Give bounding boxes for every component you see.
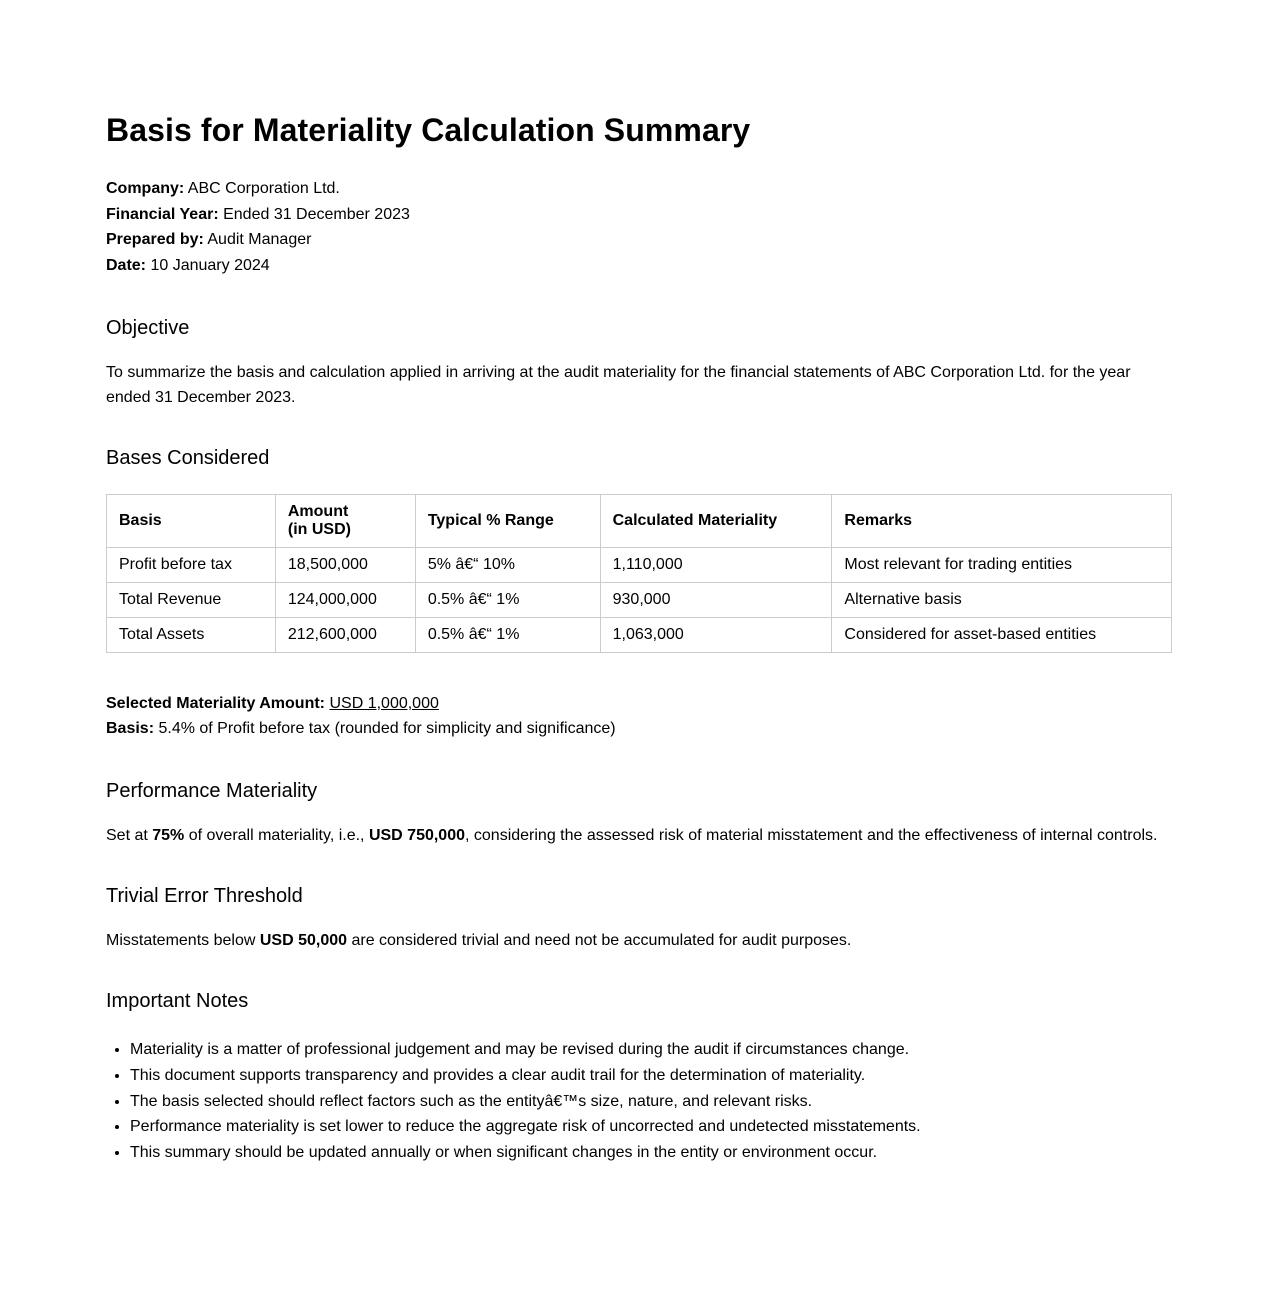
- performance-heading: Performance Materiality: [106, 780, 318, 802]
- cell-remarks: Considered for asset-based entities: [832, 618, 1172, 653]
- trivial-text-1: Misstatements below: [106, 932, 260, 949]
- cell-range: 0.5% â€“ 1%: [415, 583, 600, 618]
- cell-remarks: Most relevant for trading entities: [832, 548, 1172, 583]
- list-item: • The basis selected should reflect factors such as the entityâ€™s size, nature, and relevant risks.: [130, 1089, 1172, 1115]
- meta-company-label: Company:: [106, 180, 185, 197]
- list-item: • This summary should be updated annually or when significant changes in the entity or environment occur.: [130, 1140, 1172, 1166]
- selected-materiality: [106, 691, 1172, 741]
- cell-amount: 18,500,000: [275, 548, 415, 583]
- header-amount-line2: (in USD): [287, 521, 351, 538]
- bases-heading: Bases Considered: [106, 447, 270, 469]
- list-item: • Performance materiality is set lower to reduce the aggregate risk of uncorrected and undetected misstatements.: [130, 1114, 1172, 1140]
- performance-amount: USD 750,000: [368, 827, 465, 844]
- selected-basis-label: Basis:: [106, 720, 155, 737]
- cell-basis: Total Revenue: [107, 583, 276, 618]
- header-basis: Basis: [107, 495, 276, 548]
- meta-prepared-value: Audit Manager: [203, 231, 312, 248]
- selected-amount-value: USD 1,000,000: [329, 695, 439, 712]
- list-item: • Materiality is a matter of professional judgement and may be revised during the audit if circumstances change.: [130, 1037, 1172, 1063]
- meta-year-value: Ended 31 December 2023: [218, 205, 410, 223]
- performance-text-3: , considering the assessed risk of material misstatement and the effectiveness of internal controls.: [465, 827, 1158, 844]
- selected-basis-value: 5.4% of Profit before tax (rounded for simplicity and significance): [154, 720, 616, 737]
- header-remarks: Remarks: [832, 495, 1172, 548]
- meta-year-label: Financial Year:: [106, 205, 219, 223]
- meta-date-label: Date:: [106, 256, 147, 274]
- notes-heading: Important Notes: [106, 990, 249, 1012]
- cell-range: 0.5% â€“ 1%: [415, 618, 600, 653]
- performance-text-2: of overall materiality, i.e.,: [184, 827, 369, 844]
- cell-range: 5% â€“ 10%: [415, 548, 600, 583]
- bases-table: [106, 494, 1172, 653]
- meta-prepared-by: [106, 227, 1172, 253]
- cell-calculated: 930,000: [600, 583, 832, 618]
- cell-amount: 124,000,000: [275, 583, 415, 618]
- cell-calculated: 1,110,000: [600, 548, 832, 583]
- meta-company-value: ABC Corporation Ltd.: [184, 180, 340, 197]
- list-item: • This document supports transparency and provides a clear audit trail for the determination of materiality.: [130, 1063, 1172, 1089]
- header-calculated: Calculated Materiality: [600, 495, 832, 548]
- table-row: [107, 548, 1172, 583]
- selected-basis-line: [106, 716, 1172, 741]
- selected-amount-label: Selected Materiality Amount:: [106, 695, 326, 712]
- notes-list: [106, 1037, 1172, 1166]
- meta-date: [106, 253, 1172, 279]
- cell-remarks: Alternative basis: [832, 583, 1172, 618]
- trivial-text: [106, 928, 1172, 953]
- header-amount-line1: Amount: [287, 503, 349, 520]
- cell-basis: Profit before tax: [107, 548, 276, 583]
- cell-basis: Total Assets: [107, 618, 276, 653]
- cell-calculated: 1,063,000: [600, 618, 832, 653]
- table-header-row: [107, 495, 1172, 548]
- performance-percent: 75%: [152, 827, 185, 844]
- performance-text: [106, 823, 1172, 848]
- trivial-heading: Trivial Error Threshold: [106, 885, 303, 907]
- selected-amount-line: [106, 691, 1172, 716]
- trivial-text-2: are considered trivial and need not be accumulated for audit purposes.: [347, 932, 852, 949]
- document-meta: [106, 176, 1172, 278]
- objective-text: To summarize the basis and calculation applied in arriving at the audit materiality for the financial statements of ABC Corporation Ltd. for the year ended 31 December 2023.: [106, 364, 1131, 406]
- page-title: Basis for Materiality Calculation Summary: [106, 112, 751, 148]
- cell-amount: 212,600,000: [275, 618, 415, 653]
- meta-prepared-label: Prepared by:: [106, 231, 204, 248]
- meta-company: [106, 176, 1172, 202]
- table-row: [107, 583, 1172, 618]
- meta-date-value: 10 January 2024: [146, 256, 270, 274]
- table-row: [107, 618, 1172, 653]
- objective-heading: Objective: [106, 317, 190, 339]
- header-amount: [275, 495, 415, 548]
- trivial-amount: USD 50,000: [259, 932, 348, 949]
- performance-text-1: Set at: [106, 827, 153, 844]
- header-range: Typical % Range: [415, 495, 600, 548]
- meta-financial-year: [106, 202, 1172, 228]
